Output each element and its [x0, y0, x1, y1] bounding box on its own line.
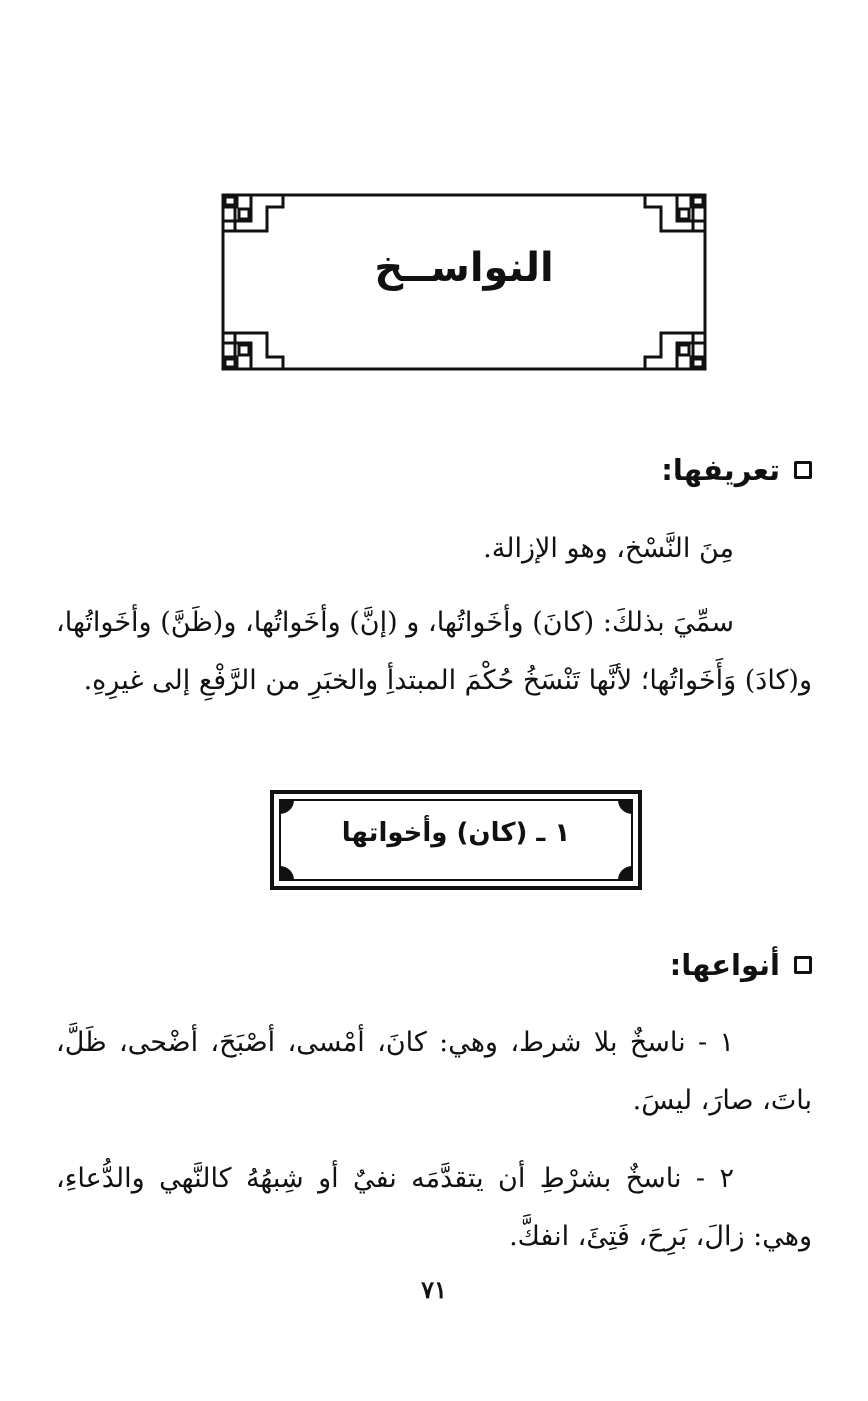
section-title: ١ ـ (كان) وأخواتها: [341, 818, 571, 848]
definition-heading: [661, 453, 812, 487]
types-heading: [670, 948, 812, 982]
page-number: ٧١: [421, 1275, 447, 1304]
section-frame: [270, 790, 642, 890]
types-item-1: ١ - ناسخٌ بلا شرط، وهي: كانَ، أمْسى، أصْبَحَ، أضْحى، ظَلَّ، باتَ، صارَ، ليسَ.: [56, 1027, 812, 1116]
definition-paragraph: سمِّيَ بذلكَ: (كانَ) وأخَواتُها، و (إنَّ) وأخَواتُها، و(ظَنَّ) وأخَواتُها، و(كادَ) وَأَخَواتُها؛ لأنَّها تَنْسَخُ حُكْمَ المبتدأِ والخبَرِ من الرَّفْعِ إلى غيرِهِ.: [56, 607, 812, 696]
types-item-2: ٢ - ناسخٌ بشرْطِ أن يتقدَّمَه نفيٌ أو شِبهُهُ كالنَّهي والدُّعاءِ، وهي: زالَ، بَرِحَ، فَتِئَ، انفكَّ.: [56, 1163, 812, 1252]
square-bullet-icon: [794, 956, 812, 974]
page-title: النواســخ: [374, 245, 554, 291]
definition-heading-text: تعريفها:: [661, 453, 780, 487]
definition-line-1: مِنَ النَّسْخ، وهو الإزالة.: [483, 533, 734, 564]
title-cartouche: [215, 187, 713, 377]
square-bullet-icon: [794, 461, 812, 479]
types-heading-text: أنواعها:: [669, 948, 780, 982]
